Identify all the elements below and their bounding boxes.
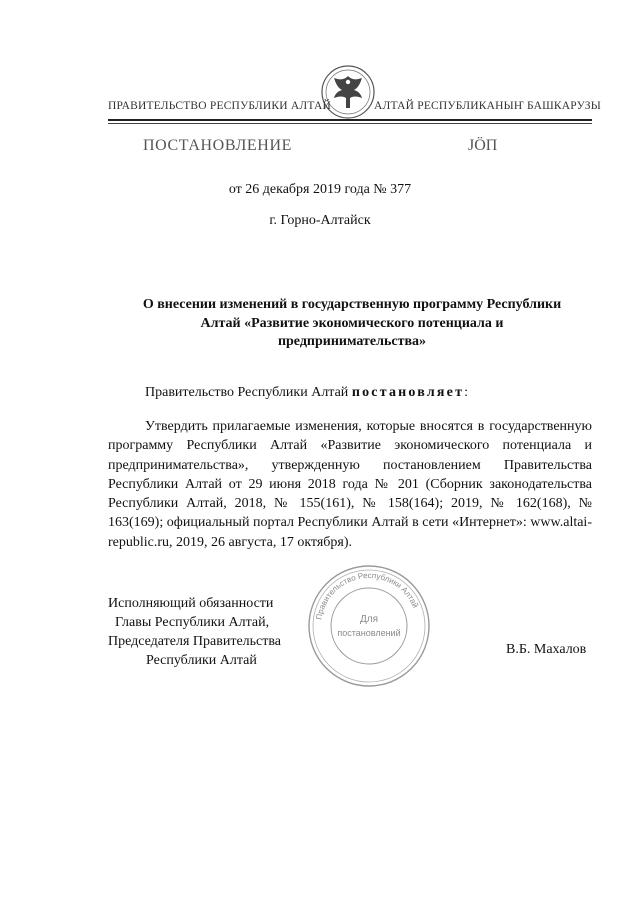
header-divider-thin: [108, 123, 592, 124]
resolution-intro: [145, 385, 468, 401]
title-line: Алтай «Развитие экономического потенциала и: [200, 315, 504, 331]
stamp-ring-text: Правительство Республики Алтай: [314, 570, 421, 621]
signatory-line: Республики Алтай: [146, 653, 257, 668]
org-name-russian: ПРАВИТЕЛЬСТВО РЕСПУБЛИКИ АЛТАЙ: [108, 100, 332, 112]
date-and-number: от 26 декабря 2019 года № 377: [228, 182, 412, 197]
official-stamp: [305, 562, 433, 690]
signatory-position: [108, 594, 298, 670]
title-line: О внесении изменений в государственную программу Республики: [142, 297, 562, 312]
signatory-line: Председателя Правительства: [108, 634, 282, 649]
city: г. Горно-Алтайск: [269, 213, 371, 228]
signatory-line: Исполняющий обязанности: [108, 596, 274, 611]
signatory-line: Главы Республики Алтай,: [115, 615, 270, 630]
header-divider-thick: [108, 119, 592, 121]
intro-prefix: Правительство Республики Алтай: [145, 385, 352, 400]
resolution-body: Утвердить прилагаемые изменения, которые вносятся в государственную программу Республики Алтай «Развитие экономического потенциала и предпринимательства», утвержденную постановлением Правительства Республики Алтай от 29 июня 2018 года № 201 (Сборник законодательства Республики Алтай, 2018, № 155(161), № 158(164); 2019, № 162(168), № 163(169); официальный портал Республики Алтай в сети «Интернет»: www.altai-republic.ru, 2019, 26 августа, 17 октября).: [108, 419, 592, 550]
stamp-center-line: Для: [359, 614, 379, 625]
stamp-center-line: постановлений: [337, 628, 401, 638]
doc-type-russian: ПОСТАНОВЛЕНИЕ: [143, 137, 292, 154]
title-line: предпринимательства»: [277, 334, 427, 349]
doc-type-altai: ЈÖП: [468, 137, 498, 154]
document-title: [110, 296, 594, 352]
intro-suffix: :: [464, 385, 469, 400]
org-name-altai: АЛТАЙ РЕСПУБЛИКАНЫҤ БАШКАРУЗЫ: [374, 100, 601, 112]
intro-verb: постановляет: [351, 385, 465, 400]
signatory-name: В.Б. Махалов: [506, 642, 587, 657]
